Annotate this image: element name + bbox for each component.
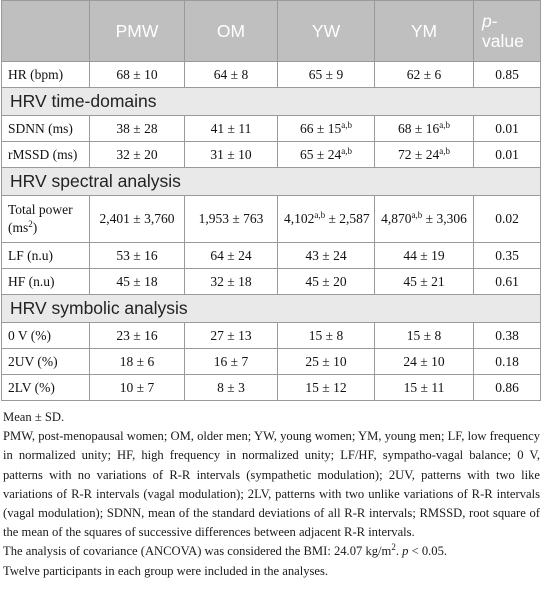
row-label-part: Total power [8, 202, 73, 217]
cell-om: 64 ± 8 [185, 62, 278, 88]
cell-ym [375, 142, 474, 168]
row-label-part: (ms [8, 220, 29, 235]
cell-value: 68 ± 16 [398, 120, 440, 136]
unit-superscript: 2 [28, 219, 33, 229]
row-total-power [2, 196, 541, 243]
cell-p-value: 0.01 [474, 116, 541, 142]
row-label: 0 V (%) [2, 323, 90, 349]
cell-yw [278, 196, 375, 243]
significance-superscript: a,b [341, 145, 352, 156]
significance-superscript: a,b [439, 145, 450, 156]
significance-superscript: a,b [439, 119, 450, 130]
cell-p-value: 0.38 [474, 323, 541, 349]
cell-value: 65 ± 24 [300, 146, 342, 162]
header-p-rest: -value [482, 11, 524, 51]
cell-pmw: 53 ± 16 [90, 243, 185, 269]
cell-p-value: 0.18 [474, 349, 541, 375]
cell-om: 64 ± 24 [185, 243, 278, 269]
cell-yw: 65 ± 9 [278, 62, 375, 88]
cell-yw [278, 116, 375, 142]
header-ym: YM [375, 1, 474, 62]
row-0v [2, 323, 541, 349]
header-row [2, 1, 541, 62]
row-label: HR (bpm) [2, 62, 90, 88]
footnote-p-italic: p [402, 544, 409, 559]
footnote-participants: Twelve participants in each group were included in the analyses. [3, 563, 329, 578]
row-hr [2, 62, 541, 88]
cell-ym: 62 ± 6 [375, 62, 474, 88]
cell-ym: 45 ± 21 [375, 269, 474, 295]
table-footnotes [3, 408, 540, 581]
header-p-value [474, 1, 541, 62]
cell-pmw: 23 ± 16 [90, 323, 185, 349]
row-2uv [2, 349, 541, 375]
cell-om: 16 ± 7 [185, 349, 278, 375]
cell-ym [375, 196, 474, 243]
header-pmw: PMW [90, 1, 185, 62]
row-label: HF (n.u) [2, 269, 90, 295]
footnote-text: The analysis of covariance (ANCOVA) was considered the BMI: 24.07 kg/m [3, 544, 392, 559]
row-rmssd [2, 142, 541, 168]
cell-ym [375, 116, 474, 142]
cell-yw: 15 ± 8 [278, 323, 375, 349]
cell-ym: 15 ± 11 [375, 375, 474, 401]
cell-pmw: 2,401 ± 3,760 [90, 196, 185, 243]
unit-superscript: 2 [391, 542, 396, 553]
cell-om: 32 ± 18 [185, 269, 278, 295]
row-2lv [2, 375, 541, 401]
row-label: LF (n.u) [2, 243, 90, 269]
row-hf [2, 269, 541, 295]
section-title: HRV symbolic analysis [2, 295, 541, 323]
cell-value: 4,870 [381, 211, 412, 226]
cell-p-value: 0.86 [474, 375, 541, 401]
cell-value: 66 ± 15 [300, 120, 342, 136]
cell-yw [278, 142, 375, 168]
section-title: HRV spectral analysis [2, 168, 541, 196]
cell-value: ± 3,306 [422, 211, 467, 226]
significance-superscript: a,b [341, 119, 352, 130]
cell-p-value: 0.61 [474, 269, 541, 295]
cell-om: 1,953 ± 763 [185, 196, 278, 243]
row-label: SDNN (ms) [2, 116, 90, 142]
cell-yw: 15 ± 12 [278, 375, 375, 401]
row-label: rMSSD (ms) [2, 142, 90, 168]
cell-pmw: 18 ± 6 [90, 349, 185, 375]
results-table [1, 0, 541, 401]
row-lf [2, 243, 541, 269]
row-label [2, 196, 90, 243]
cell-p-value: 0.02 [474, 196, 541, 243]
cell-ym: 44 ± 19 [375, 243, 474, 269]
header-label-cell [2, 1, 90, 62]
cell-ym: 24 ± 10 [375, 349, 474, 375]
row-label: 2LV (%) [2, 375, 90, 401]
footnote-abbreviations: PMW, post-menopausal women; OM, older men; YW, young women; YM, young men; LF, low frequency in normalized unity; HF, high frequency in normalized unity; LF/HF, sympatho-vagal balance; 0 V, patterns with no variations of R-R intervals (sympathetic modulation); 2UV, patterns with two like variations of R-R intervals (vagal modulation); 2LV, patterns with two unlike variations of R-R intervals (vagal modulation); SDNN, mean of the standard deviations of all R-R intervals; RMSSD, root square of the mean of the squares of successive differences between adjacent R-R intervals. [3, 429, 540, 540]
cell-p-value: 0.35 [474, 243, 541, 269]
header-yw: YW [278, 1, 375, 62]
footnote-mean-sd: Mean ± SD. [3, 410, 65, 424]
footnote-text: < 0.05. [408, 544, 448, 559]
row-label-part: ) [32, 220, 38, 235]
cell-value: 72 ± 24 [398, 146, 440, 162]
cell-value: 4,102 [284, 211, 315, 226]
cell-value: ± 2,587 [325, 211, 370, 226]
cell-om: 27 ± 13 [185, 323, 278, 349]
significance-superscript: a,b [411, 210, 423, 220]
cell-om: 31 ± 10 [185, 142, 278, 168]
cell-p-value: 0.85 [474, 62, 541, 88]
footnote-ancova [3, 542, 540, 561]
cell-pmw: 38 ± 28 [90, 116, 185, 142]
header-om: OM [185, 1, 278, 62]
cell-pmw: 32 ± 20 [90, 142, 185, 168]
cell-yw: 43 ± 24 [278, 243, 375, 269]
cell-pmw: 68 ± 10 [90, 62, 185, 88]
cell-p-value: 0.01 [474, 142, 541, 168]
section-row-time-domains [2, 88, 541, 116]
section-title: HRV time-domains [2, 88, 541, 116]
cell-pmw: 10 ± 7 [90, 375, 185, 401]
footnote-text: . [395, 544, 403, 559]
cell-om: 8 ± 3 [185, 375, 278, 401]
row-sdnn [2, 116, 541, 142]
cell-yw: 25 ± 10 [278, 349, 375, 375]
section-row-spectral [2, 168, 541, 196]
section-row-symbolic [2, 295, 541, 323]
header-p-italic: p [482, 11, 492, 31]
row-label: 2UV (%) [2, 349, 90, 375]
cell-yw: 45 ± 20 [278, 269, 375, 295]
significance-superscript: a,b [314, 210, 326, 220]
cell-pmw: 45 ± 18 [90, 269, 185, 295]
cell-ym: 15 ± 8 [375, 323, 474, 349]
cell-om: 41 ± 11 [185, 116, 278, 142]
